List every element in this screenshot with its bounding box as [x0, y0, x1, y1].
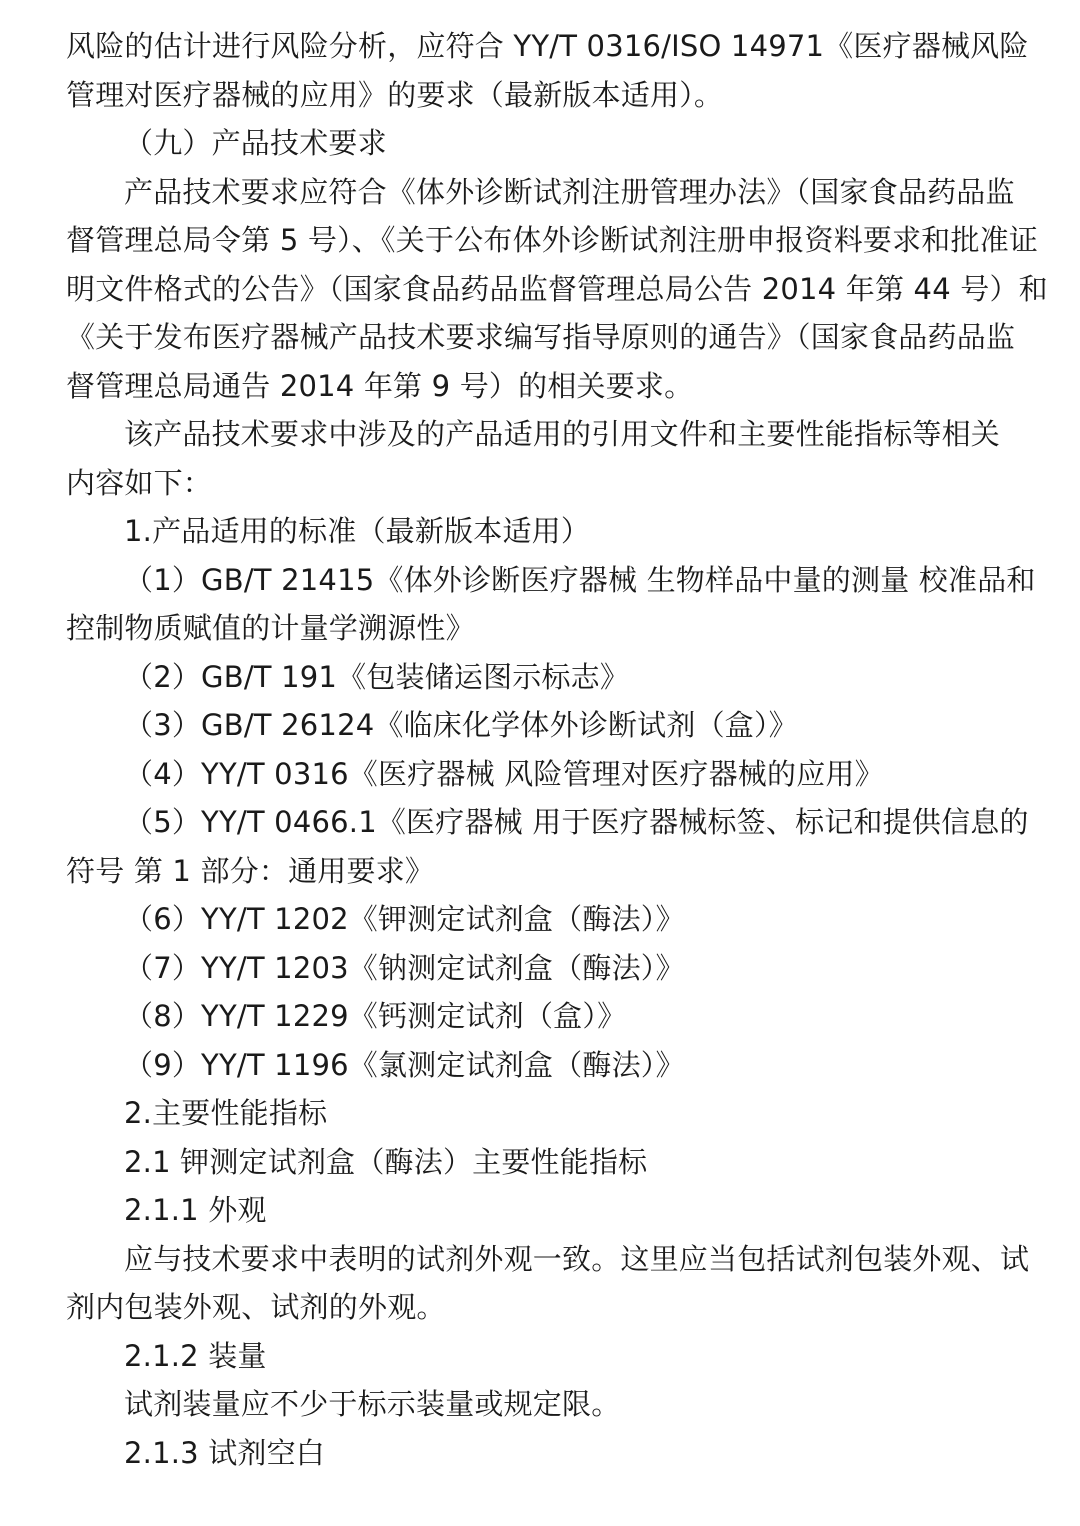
subsection-heading: 2.主要性能指标 — [124, 1096, 328, 1130]
text-line: 剂内包装外观、试剂的外观。 — [66, 1290, 446, 1324]
standard-item-cont: 符号 第 1 部分：通用要求》 — [66, 853, 435, 888]
text-line: 督管理总局通告 2014 年第 9 号）的相关要求。 — [66, 368, 694, 403]
text-line: 管理对医疗器械的应用》的要求（最新版本适用）。 — [66, 77, 724, 112]
standard-item: （6）YY/T 1202《钾测定试剂盒（酶法）》 — [124, 902, 685, 936]
subsection-heading: 2.1.3 试剂空白 — [124, 1435, 326, 1470]
document-body — [66, 22, 1048, 1477]
standard-item: （3）GB/T 26124《临床化学体外诊断试剂（盒）》 — [124, 708, 798, 742]
text-line: 风险的估计进行风险分析，应符合 YY/T 0316/ISO 14971《医疗器械风险 — [66, 29, 1029, 63]
text-line: 该产品技术要求中涉及的产品适用的引用文件和主要性能指标等相关 — [124, 417, 1001, 451]
text-line: 督管理总局令第 5 号）、《关于公布体外诊断试剂注册申报资料要求和批准证 — [66, 223, 1039, 257]
standard-item: （8）YY/T 1229《钙测定试剂（盒）》 — [124, 999, 627, 1033]
text-line: 产品技术要求应符合《体外诊断试剂注册管理办法》（国家食品药品监 — [124, 174, 1015, 209]
text-line: 试剂装量应不少于标示装量或规定限。 — [124, 1387, 621, 1421]
standard-item: （5）YY/T 0466.1《医疗器械 用于医疗器械标签、标记和提供信息的 — [124, 805, 1029, 839]
standard-item: （1）GB/T 21415《体外诊断医疗器械 生物样品中量的测量 校准品和 — [124, 562, 1036, 597]
text-line: 《关于发布医疗器械产品技术要求编写指导原则的通告》（国家食品药品监 — [66, 320, 1016, 354]
subsection-heading: 1.产品适用的标准（最新版本适用） — [124, 514, 591, 548]
subsection-heading: 2.1 钾测定试剂盒（酶法）主要性能指标 — [124, 1144, 648, 1179]
standard-item: （9）YY/T 1196《氯测定试剂盒（酶法）》 — [124, 1047, 685, 1082]
section-heading: （九）产品技术要求 — [124, 126, 387, 160]
text-line: 内容如下： — [66, 465, 213, 500]
subsection-heading: 2.1.2 装量 — [124, 1338, 267, 1373]
subsection-heading: 2.1.1 外观 — [124, 1193, 267, 1227]
standard-item-cont: 控制物质赋值的计量学溯源性》 — [66, 611, 475, 645]
standard-item: （2）GB/T 191《包装储运图示标志》 — [124, 659, 630, 694]
text-line: 明文件格式的公告》（国家食品药品监督管理总局公告 2014 年第 44 号）和 — [66, 271, 1048, 306]
standard-item: （4）YY/T 0316《医疗器械 风险管理对医疗器械的应用》 — [124, 756, 884, 791]
standard-item: （7）YY/T 1203《钠测定试剂盒（酶法）》 — [124, 950, 685, 985]
text-line: 应与技术要求中表明的试剂外观一致。这里应当包括试剂包装外观、试 — [124, 1241, 1030, 1276]
